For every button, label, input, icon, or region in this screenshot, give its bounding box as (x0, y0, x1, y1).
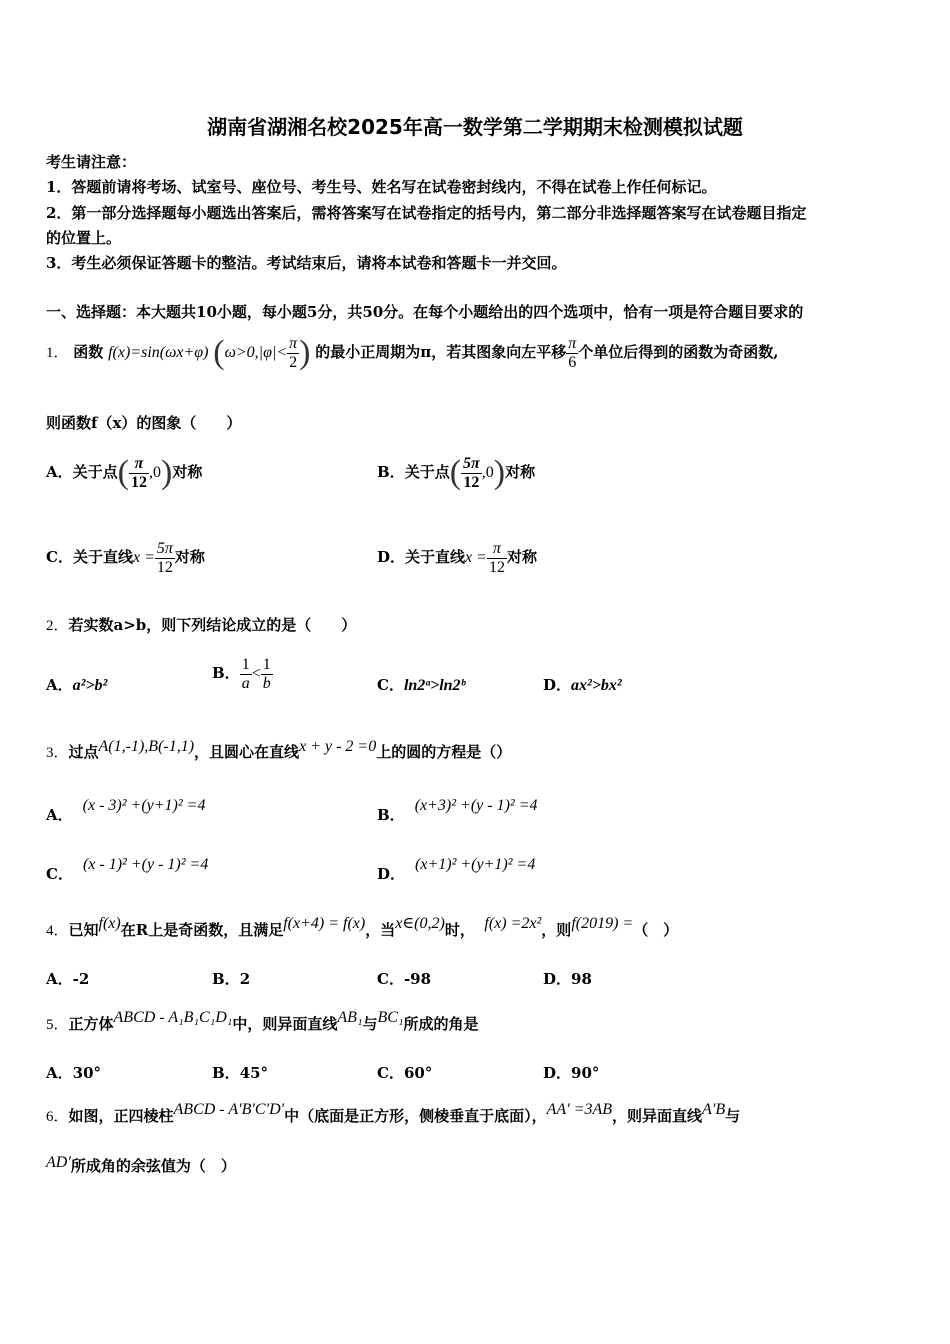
question-number: 5． (46, 1017, 69, 1033)
q4-periodic: f(x+4) = f(x) (283, 915, 366, 932)
option-text: 关于点 (404, 463, 450, 481)
q3-middle: ，且圆心在直线 (194, 743, 300, 761)
numerator: 5π (463, 454, 480, 472)
q5-cube: ABCD - A₁B₁C₁D₁ (113, 1009, 233, 1026)
numerator: 5π (156, 539, 173, 557)
option-label: A． (46, 970, 73, 988)
fraction (240, 656, 252, 693)
question-1 (46, 330, 950, 374)
q1-option-a[interactable] (46, 448, 202, 497)
option-text: (x+3)² +(y - 1)² =4 (414, 797, 538, 814)
question-number: 2． (46, 618, 69, 634)
option-label: C． (377, 676, 404, 694)
option-label: D． (543, 676, 572, 694)
question-stem: 若实数a>b，则下列结论成立的是（ ） (68, 616, 357, 634)
fraction (155, 540, 175, 577)
q1-option-c[interactable] (46, 533, 205, 582)
q4-text: （ ） (633, 921, 679, 939)
option-text: 对称 (506, 548, 537, 566)
option-text: 45° (239, 1064, 269, 1082)
line-x: x = (465, 549, 487, 566)
paren-left: ( (213, 334, 225, 371)
denominator: 6 (568, 353, 577, 371)
option-label: C． (377, 970, 404, 988)
question-number: 4． (46, 923, 69, 939)
denominator: 12 (156, 558, 173, 576)
q4-text: 时， (444, 921, 475, 939)
q5-option-d[interactable] (543, 1062, 599, 1083)
option-text: 对称 (172, 463, 203, 481)
fraction (129, 455, 149, 492)
q1-condition: ω>0,|φ|< (224, 344, 288, 361)
q5-option-c[interactable] (377, 1062, 432, 1083)
numerator: π (289, 334, 298, 352)
option-text: 对称 (505, 463, 536, 481)
q2-option-b[interactable] (212, 650, 273, 697)
q5-option-a[interactable] (46, 1062, 101, 1083)
option-text: (x - 3)² +(y+1)² =4 (82, 797, 206, 814)
numerator: π (487, 540, 507, 559)
option-text: 30° (72, 1064, 102, 1082)
q6-line-1: A′B (702, 1101, 726, 1118)
option-text: ax²>bx² (571, 677, 622, 694)
q5-text: 所成的角是 (403, 1015, 479, 1033)
numerator: π (129, 455, 149, 474)
q4-text: ，则 (541, 921, 572, 939)
q3-option-b[interactable] (377, 794, 538, 824)
question-number: 1． (46, 345, 69, 361)
q6-text: 中（底面是正方形，侧棱垂直于底面）， (284, 1107, 547, 1125)
option-label: A． (46, 463, 73, 481)
q4-option-a[interactable] (46, 968, 89, 989)
fraction (261, 656, 273, 693)
point-y: ,0 (481, 464, 494, 481)
option-label: B． (212, 970, 240, 988)
q5-option-b[interactable] (212, 1062, 268, 1083)
q4-text: ，当 (365, 921, 396, 939)
less-than: < (251, 665, 261, 682)
question-3 (46, 738, 950, 767)
denominator: a (241, 674, 250, 692)
option-text: 90° (571, 1064, 600, 1082)
question-6-line-2 (46, 1152, 950, 1181)
option-label: D． (377, 548, 406, 566)
notice-item-1: 1．答题前请将考场、试室号、座位号、考生号、姓名写在试卷密封线内，不得在试卷上作任何标记。 (46, 178, 717, 196)
q4-text: 在R上是奇函数，且满足 (120, 921, 284, 939)
option-text: 关于直线 (405, 548, 466, 566)
fraction (287, 335, 299, 372)
q6-text: 如图，正四棱柱 (68, 1107, 174, 1125)
paren-left: ( (449, 454, 462, 491)
q3-line: x + y - 2 =0 (299, 738, 377, 755)
option-text: ln2ᵃ>ln2ᵇ (403, 677, 466, 694)
option-label: A． (46, 676, 73, 694)
denominator: b (262, 674, 271, 692)
question-6 (46, 1100, 950, 1133)
option-label: B． (377, 806, 405, 824)
question-4 (46, 914, 950, 947)
q2-option-c[interactable] (377, 674, 465, 695)
denominator: 12 (488, 558, 505, 576)
q1-middle: 的最小正周期为π，若其图象向左平移 (315, 343, 567, 361)
question-1-line-2: 则函数f（x）的图象（ ） (46, 414, 242, 432)
denominator: 2 (289, 353, 298, 371)
option-text: a²>b² (72, 677, 108, 694)
option-text: 60° (403, 1064, 433, 1082)
option-text: 关于点 (72, 463, 118, 481)
q4-option-d[interactable] (543, 968, 592, 989)
numerator: 1 (262, 655, 271, 673)
paren-left: ( (117, 454, 129, 491)
q5-line-1: AB₁ (337, 1009, 363, 1026)
paren-right: ) (493, 454, 506, 491)
paren-right: ) (160, 454, 173, 491)
q2-option-d[interactable] (543, 674, 622, 695)
fraction (566, 335, 578, 372)
notice-item-2-cont: 的位置上。 (46, 229, 122, 247)
notice-item-3: 3．考生必须保证答题卡的整洁。考试结束后，请将本试卷和答题卡一并交回。 (46, 254, 567, 272)
q5-text: 与 (362, 1015, 378, 1033)
notice-item-2: 2．第一部分选择题每小题选出答案后，需将答案写在试卷指定的括号内，第二部分非选择题答案写在试卷题目指定 (46, 204, 807, 222)
q5-text: 中，则异面直线 (232, 1015, 338, 1033)
point-y: ,0 (148, 464, 161, 481)
q3-option-a[interactable] (46, 794, 206, 824)
line-x: x = (132, 549, 155, 566)
fraction (487, 540, 507, 577)
q1-option-d[interactable] (377, 533, 537, 582)
option-text: (x+1)² +(y+1)² =4 (415, 856, 536, 873)
q4-text: 已知 (68, 921, 99, 939)
q3-lead: 过点 (68, 743, 99, 761)
q6-line-2: AD′ (46, 1154, 71, 1171)
paren-right: ) (299, 334, 311, 371)
option-text: 98 (571, 970, 592, 988)
q5-line-2: BC₁ (377, 1009, 404, 1026)
option-label: D． (543, 970, 572, 988)
q4-domain: x∈(0,2) (395, 915, 445, 932)
q3-option-d[interactable] (377, 853, 536, 883)
page-title: 湖南省湖湘名校2025年高一数学第二学期期末检测模拟试题 (207, 115, 743, 139)
option-label: D． (543, 1064, 572, 1082)
q6-text: ，则异面直线 (612, 1107, 703, 1125)
option-label: A． (46, 806, 73, 824)
option-label: B． (212, 664, 240, 682)
option-label: A． (46, 1064, 73, 1082)
q6-ratio: AA′ =3AB (546, 1101, 613, 1118)
q3-tail: 上的圆的方程是（） (376, 743, 512, 761)
q1-lead: 函数 (73, 343, 104, 361)
q2-option-a[interactable] (46, 674, 107, 695)
q1-function: f(x)=sin(ωx+φ) (108, 344, 209, 361)
q6-text: 所成角的余弦值为（ ） (70, 1157, 236, 1175)
q5-text: 正方体 (68, 1015, 114, 1033)
option-label: C． (46, 865, 73, 883)
numerator: 1 (241, 655, 250, 673)
denominator: 12 (130, 473, 147, 491)
denominator: 12 (463, 473, 480, 491)
q3-points: A(1,-1),B(-1,1) (98, 738, 195, 755)
option-text: 关于直线 (72, 548, 133, 566)
option-label: C． (377, 1064, 404, 1082)
question-5 (46, 1008, 950, 1041)
question-number: 3． (46, 745, 69, 761)
q6-prism: ABCD - A′B′C′D′ (173, 1101, 285, 1118)
option-label: B． (212, 1064, 240, 1082)
question-2 (46, 615, 950, 636)
notice-heading: 考生请注意： (46, 153, 137, 171)
option-label: D． (377, 865, 406, 883)
option-label: B． (377, 463, 405, 481)
option-text: -2 (72, 970, 90, 988)
section-heading: 一、选择题：本大题共10小题，每小题5分，共50分。在每个小题给出的四个选项中，恰有一项是符合题目要求的 (46, 303, 804, 321)
q3-option-c[interactable] (46, 853, 209, 883)
option-label: C． (46, 548, 73, 566)
numerator: π (568, 334, 577, 352)
q4-option-c[interactable] (377, 968, 431, 989)
option-text: 2 (239, 970, 251, 988)
option-text: 对称 (174, 548, 205, 566)
q1-tail: 个单位后得到的函数为奇函数, (578, 343, 779, 361)
option-text: (x - 1)² +(y - 1)² =4 (82, 856, 209, 873)
question-number: 6． (46, 1109, 69, 1125)
fraction (461, 455, 482, 492)
q4-fx: f(x) (98, 915, 121, 932)
q4-query: f(2019) = (571, 915, 634, 932)
q4-formula: f(x) =2x² (484, 915, 542, 932)
q6-text: 与 (725, 1107, 741, 1125)
q1-option-b[interactable] (377, 448, 535, 497)
option-text: -98 (403, 970, 432, 988)
q4-option-b[interactable] (212, 968, 250, 989)
